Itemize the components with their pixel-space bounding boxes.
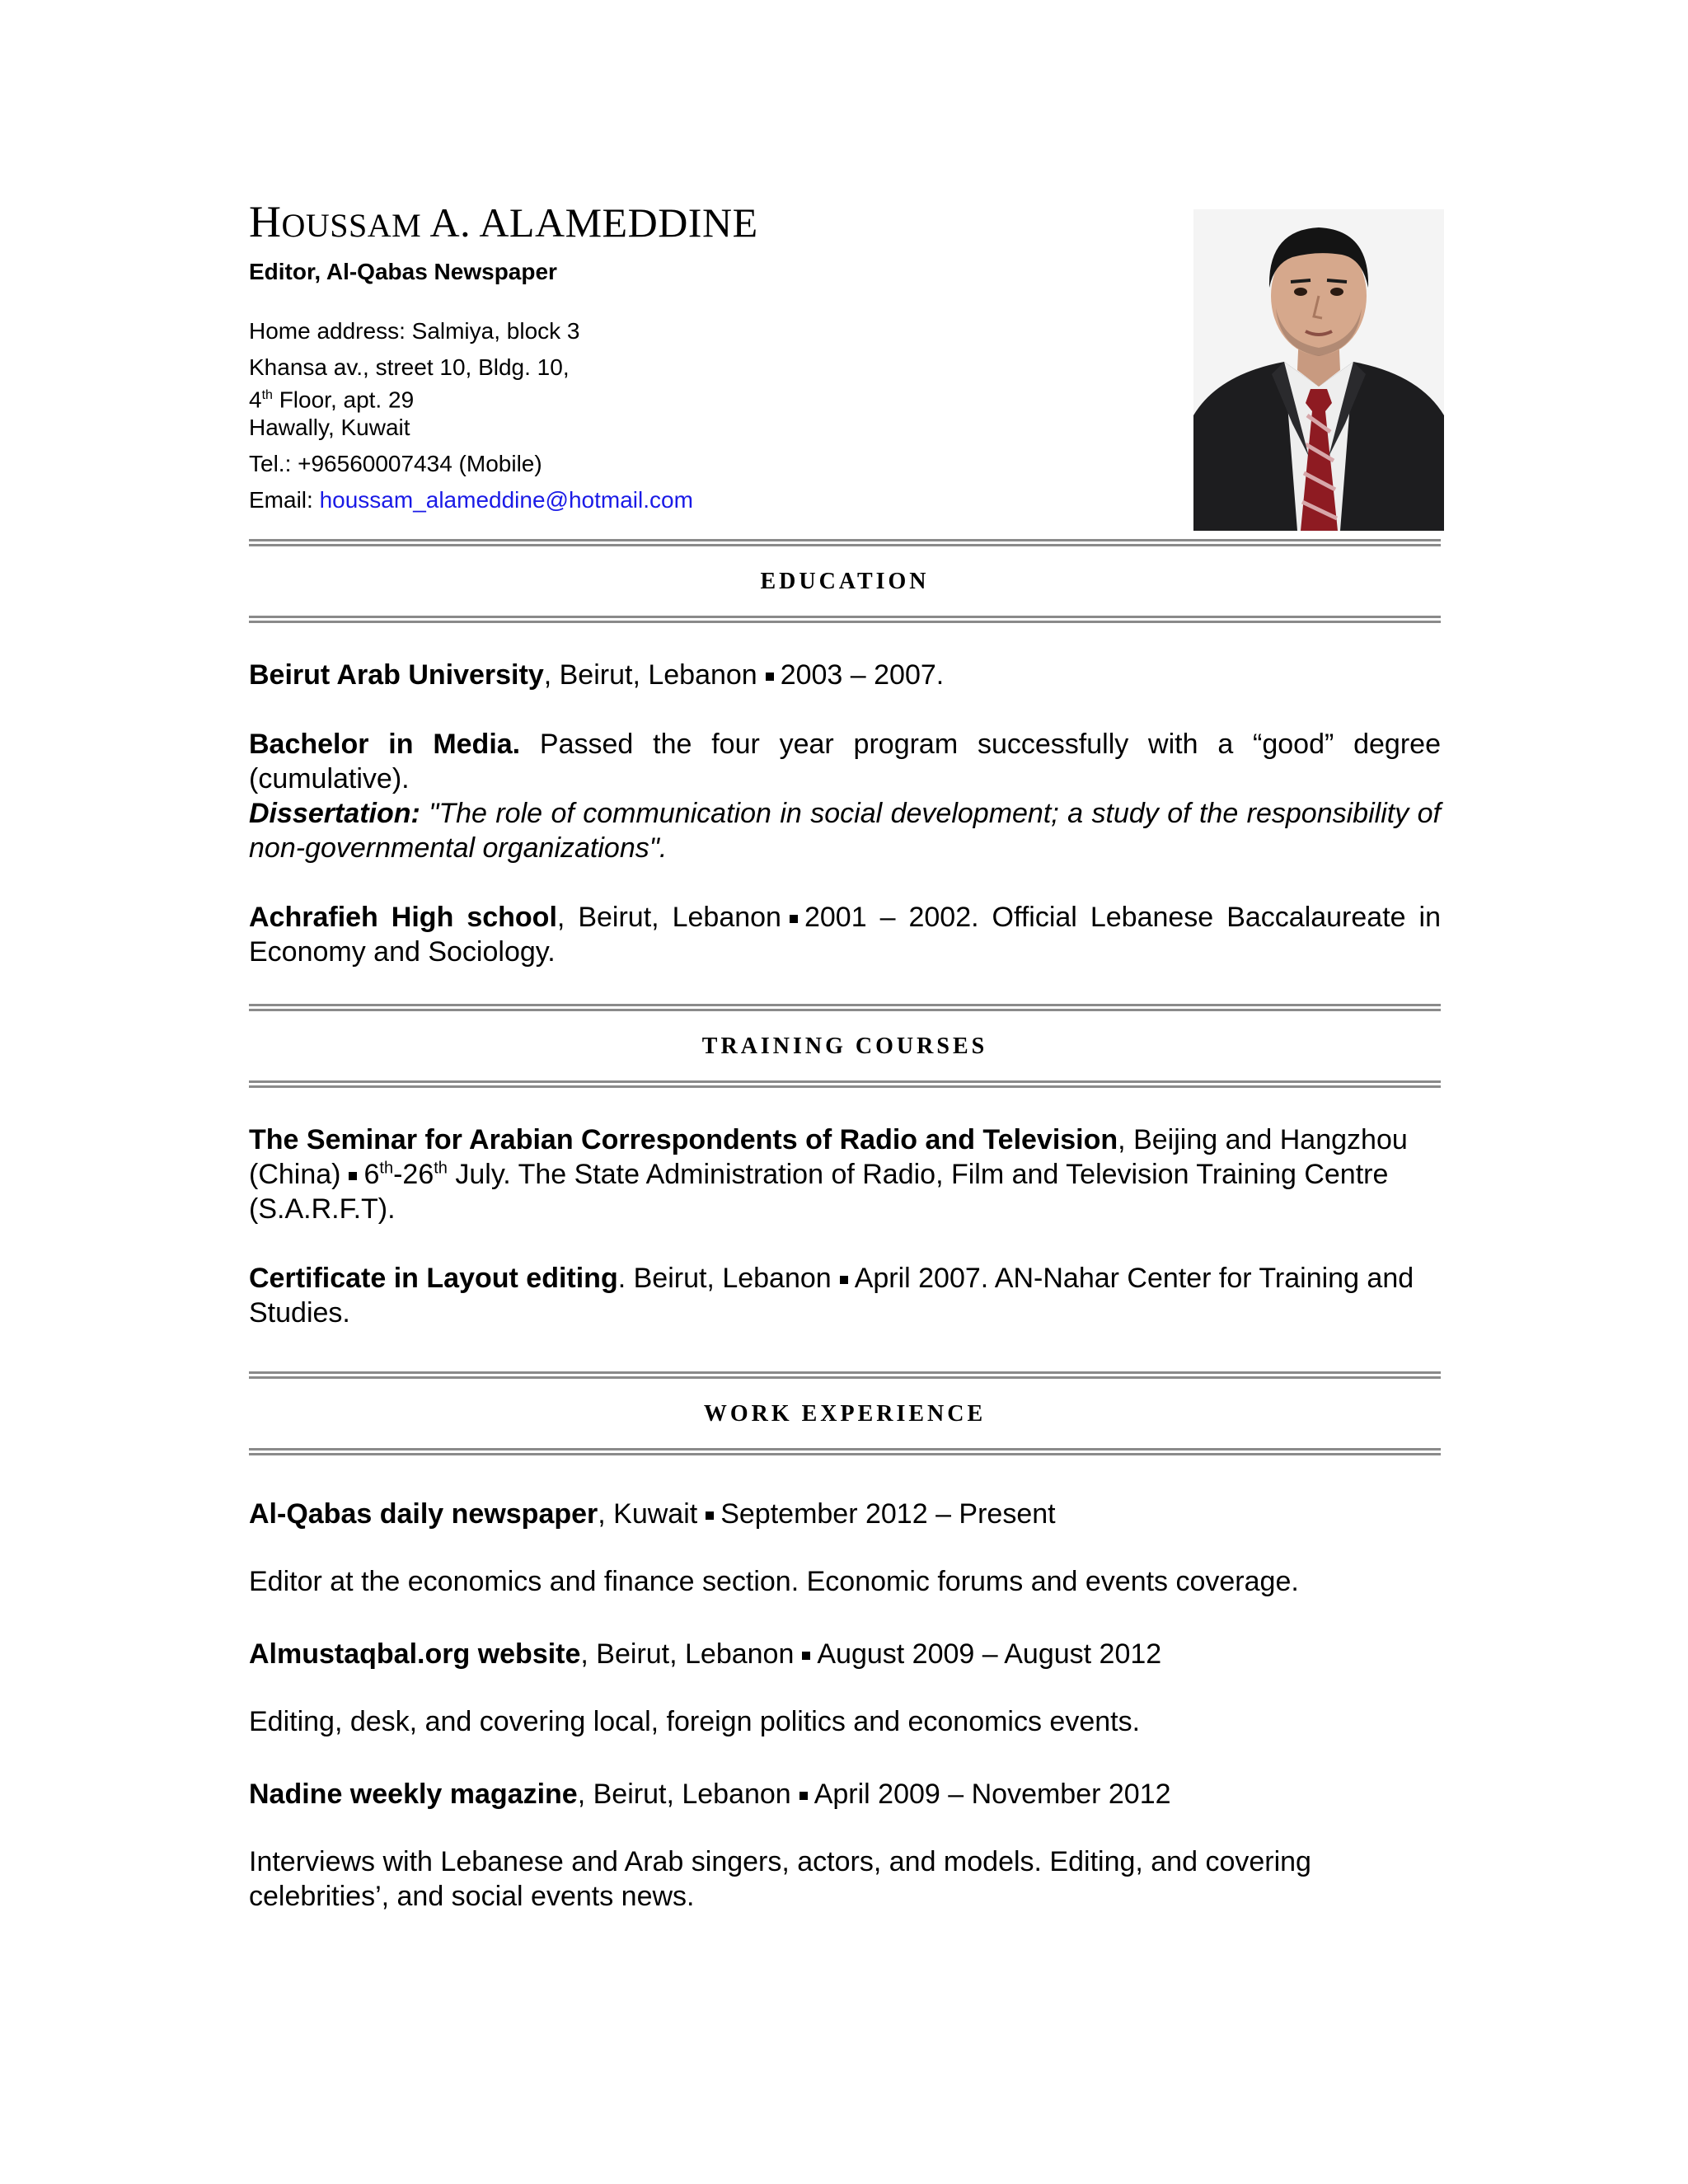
work-job-2-description: Editing, desk, and covering local, foreign politics and economics events. — [249, 1706, 1141, 1738]
address-line-4: Hawally, Kuwait — [249, 415, 410, 441]
email-row — [249, 486, 1441, 514]
section-divider-bottom — [249, 616, 1441, 623]
email-label: Email: — [249, 487, 320, 513]
work-job-3-title: Nadine weekly magazine, Beirut, Lebanon April 2009 – November 2012 — [249, 1779, 1171, 1811]
work-job-1-description: Editor at the economics and finance section. Economic forums and events coverage. — [249, 1566, 1299, 1598]
section-title-education: EDUCATION — [760, 569, 930, 595]
email-link[interactable]: houssam_alameddine@hotmail.com — [319, 487, 693, 513]
bullet-square-icon — [766, 673, 774, 681]
bullet-square-icon — [802, 1652, 810, 1660]
phone-number: Tel.: +96560007434 (Mobile) — [249, 451, 542, 477]
candidate-name: HOUSSAM A. ALAMEDDINE — [249, 197, 758, 246]
education-university: Beirut Arab University, Beirut, Lebanon 2003 – 2007. — [249, 659, 945, 691]
section-divider-top — [249, 1371, 1441, 1379]
section-title-work: WORK EXPERIENCE — [703, 1401, 987, 1427]
section-divider-bottom — [249, 1080, 1441, 1088]
work-job-3-description: Interviews with Lebanese and Arab singers, actors, and models. Editing, and covering celebrities’, and social events news. — [249, 1846, 1311, 1913]
work-job-1-title: Al-Qabas daily newspaper, Kuwait September 2012 – Present — [249, 1498, 1056, 1530]
bullet-square-icon — [790, 915, 798, 923]
bullet-square-icon — [799, 1792, 808, 1800]
work-job-2-title: Almustaqbal.org website, Beirut, Lebanon August 2009 – August 2012 — [249, 1638, 1162, 1671]
section-divider-top — [249, 1004, 1441, 1011]
resume-content — [249, 198, 1441, 1914]
address-line-3: 4th Floor, apt. 29 — [249, 387, 415, 413]
section-divider-bottom — [249, 1448, 1441, 1455]
bullet-square-icon — [706, 1511, 714, 1520]
training-seminar: The Seminar for Arabian Correspondents of Radio and Television, Beijing and Hangzhou (China) 6th-26th July. The State Administration of Radio, Film and Television Training Centre (S.A.R.F.T). — [249, 1124, 1408, 1226]
bullet-square-icon — [840, 1276, 848, 1284]
address-line-2: Khansa av., street 10, Bldg. 10, — [249, 354, 570, 380]
training-certificate: Certificate in Layout editing. Beirut, Lebanon April 2007. AN-Nahar Center for Training and Studies. — [249, 1263, 1414, 1329]
bullet-square-icon — [349, 1172, 357, 1180]
section-divider-top — [249, 539, 1441, 546]
section-title-training: TRAINING COURSES — [701, 1033, 988, 1060]
job-headline: Editor, Al-Qabas Newspaper — [249, 259, 557, 284]
contact-block — [249, 317, 1441, 514]
education-high-school: Achrafieh High school, Beirut, Lebanon 2001 – 2002. Official Lebanese Baccalaureate in Economy and Sociology. — [249, 902, 1442, 968]
education-dissertation: Dissertation: "The role of communication in social development; a study of the responsibility of non-governmental organizations". — [249, 798, 1441, 865]
education-degree: Bachelor in Media. Passed the four year program successfully with a “good” degree (cumulative). — [249, 729, 1441, 795]
address-line-1: Home address: Salmiya, block 3 — [249, 318, 580, 344]
